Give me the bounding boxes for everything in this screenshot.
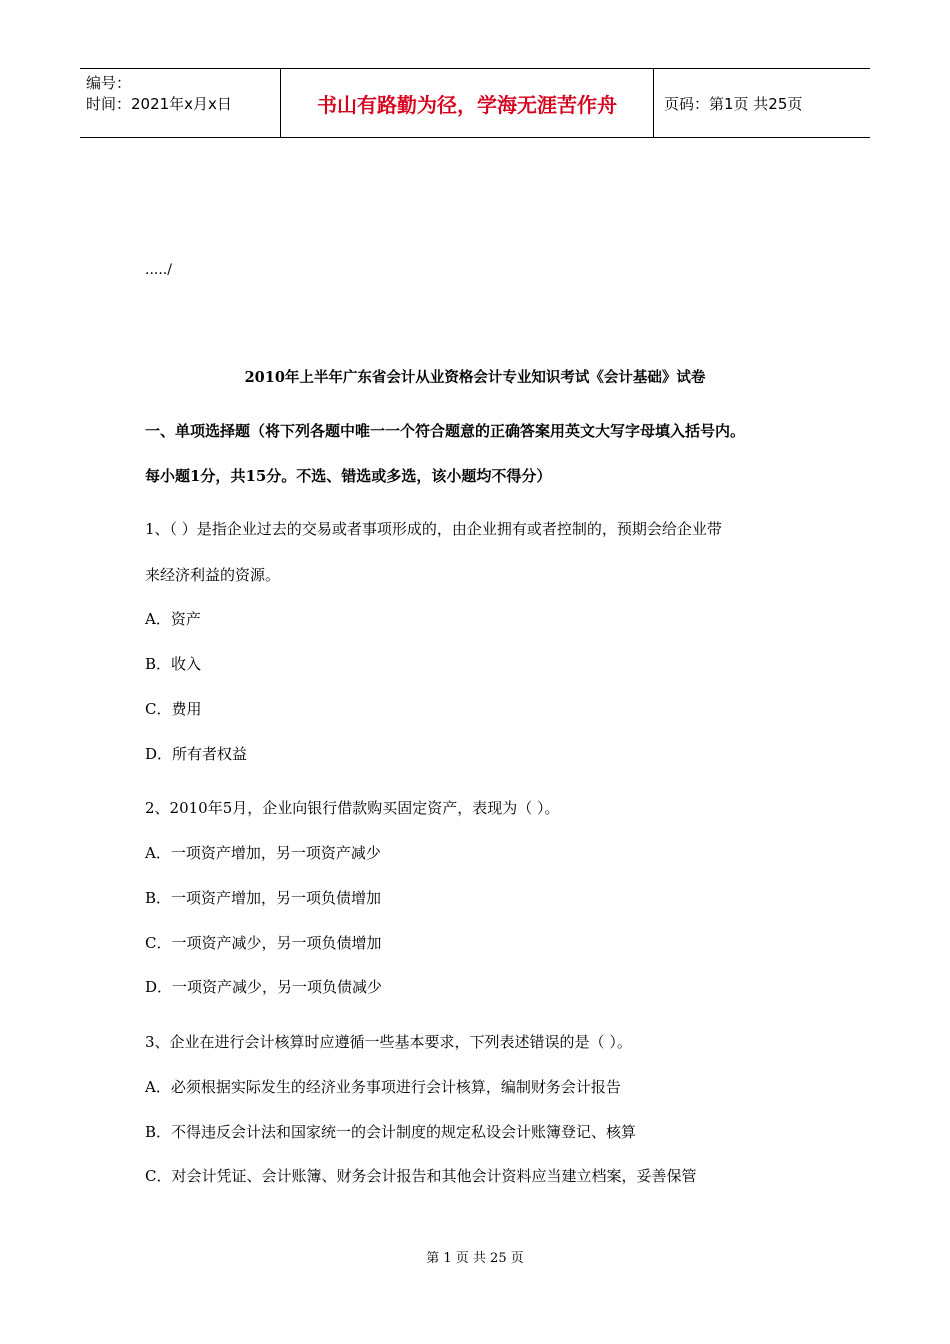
document-title: 2010年上半年广东省会计从业资格会计专业知识考试《会计基础》试卷 (244, 369, 706, 386)
page-label: 页码：第1页 共25页 (664, 94, 803, 113)
question-1-line-1: 1、（ ）是指企业过去的交易或者事项形成的，由企业拥有或者控制的，预期会给企业带 (145, 520, 722, 538)
time-label: 时间：2021年x月x日 (86, 95, 232, 113)
page-footer: 第 1 页 共 25 页 (426, 1251, 524, 1266)
q1-option-a: A．资产 (145, 610, 201, 628)
header-meta-cell (80, 69, 281, 137)
question-3: 3、企业在进行会计核算时应遵循一些基本要求，下列表述错误的是（ ）。 (145, 1033, 632, 1051)
q1-option-b: B．收入 (145, 655, 202, 673)
q3-option-a: A．必须根据实际发生的经济业务事项进行会计核算，编制财务会计报告 (145, 1078, 621, 1096)
q1-option-d: D．所有者权益 (145, 745, 248, 763)
section-heading-line-2: 每小题1分，共15分。不选、错选或多选，该小题均不得分） (145, 467, 552, 485)
question-2: 2、2010年5月，企业向银行借款购买固定资产，表现为（ ）。 (145, 799, 560, 817)
q1-option-c: C．费用 (145, 700, 202, 718)
number-label: 编号： (86, 74, 132, 92)
q2-option-d: D．一项资产减少，另一项负债减少 (145, 978, 383, 996)
q2-option-c: C．一项资产减少，另一项负债增加 (145, 934, 382, 952)
q2-option-b: B．一项资产增加，另一项负债增加 (145, 889, 382, 907)
q2-option-a: A．一项资产增加，另一项资产减少 (145, 844, 381, 862)
q3-option-b: B．不得违反会计法和国家统一的会计制度的规定私设会计账簿登记、核算 (145, 1123, 637, 1141)
header-table (80, 68, 870, 138)
motto: 书山有路勤为径，学海无涯苦作舟 (281, 69, 654, 137)
section-heading-line-1: 一、单项选择题（将下列各题中唯一一个符合题意的正确答案用英文大写字母填入括号内。 (145, 422, 746, 440)
q3-option-c: C．对会计凭证、会计账簿、财务会计报告和其他会计资料应当建立档案，妥善保管 (145, 1167, 697, 1185)
question-1-line-2: 来经济利益的资源。 (145, 566, 281, 584)
ellipsis-text: ...../ (145, 262, 172, 278)
